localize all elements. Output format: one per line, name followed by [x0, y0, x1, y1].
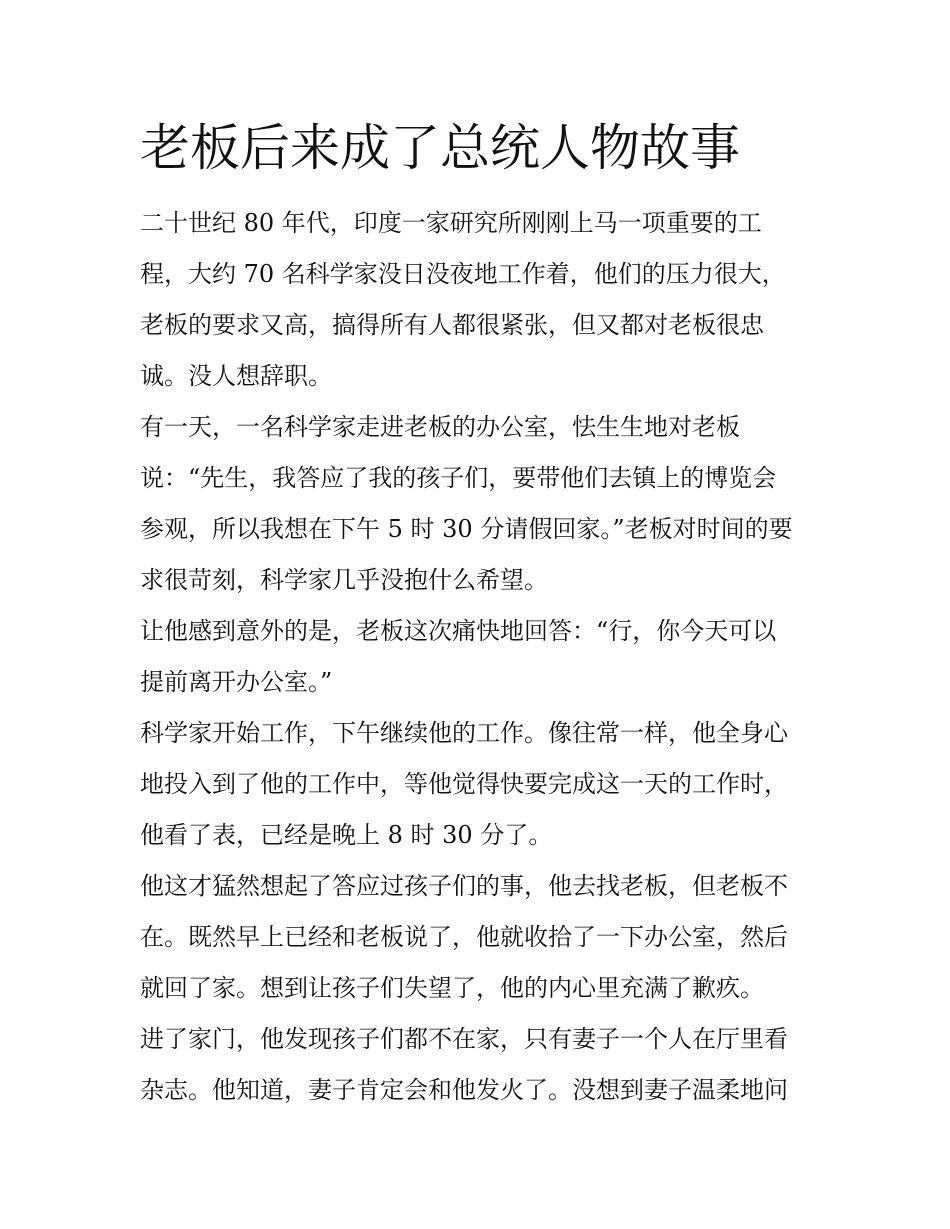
body-line: 求很苛刻，科学家几乎没抱什么希望。: [140, 566, 548, 594]
body-line: 说：“先生，我答应了我的孩子们，要带他们去镇上的博览会: [140, 464, 777, 492]
body-line: 就回了家。想到让孩子们失望了，他的内心里充满了歉疚。: [140, 974, 764, 1002]
body-line: 诚。没人想辞职。: [140, 362, 332, 390]
body-line: 杂志。他知道，妻子肯定会和他发火了。没想到妻子温柔地问: [140, 1076, 788, 1104]
body-line: 提前离开办公室。”: [140, 668, 333, 696]
body-line: 他这才猛然想起了答应过孩子们的事，他去找老板，但老板不: [140, 872, 788, 900]
body-line: 二十世纪 80 年代，印度一家研究所刚刚上马一项重要的工: [140, 209, 762, 237]
body-line: 科学家开始工作，下午继续他的工作。像往常一样，他全身心: [140, 719, 788, 747]
body-line: 程，大约 70 名科学家没日没夜地工作着，他们的压力很大，: [140, 260, 786, 288]
document-title: 老板后来成了总统人物故事: [140, 119, 740, 177]
body-line: 他看了表，已经是晚上 8 时 30 分了。: [140, 821, 553, 849]
body-line: 参观，所以我想在下午 5 时 30 分请假回家。”老板对时间的要: [140, 515, 793, 543]
body-line: 进了家门，他发现孩子们都不在家，只有妻子一个人在厅里看: [140, 1025, 788, 1053]
body-line: 让他感到意外的是，老板这次痛快地回答：“行，你今天可以: [140, 617, 777, 645]
document-body: [140, 200, 820, 1118]
body-line: 有一天，一名科学家走进老板的办公室，怯生生地对老板: [140, 413, 740, 441]
body-line: 老板的要求又高，搞得所有人都很紧张，但又都对老板很忠: [140, 311, 764, 339]
body-line: 地投入到了他的工作中，等他觉得快要完成这一天的工作时，: [140, 770, 788, 798]
body-line: 在。既然早上已经和老板说了，他就收拾了一下办公室，然后: [140, 923, 788, 951]
